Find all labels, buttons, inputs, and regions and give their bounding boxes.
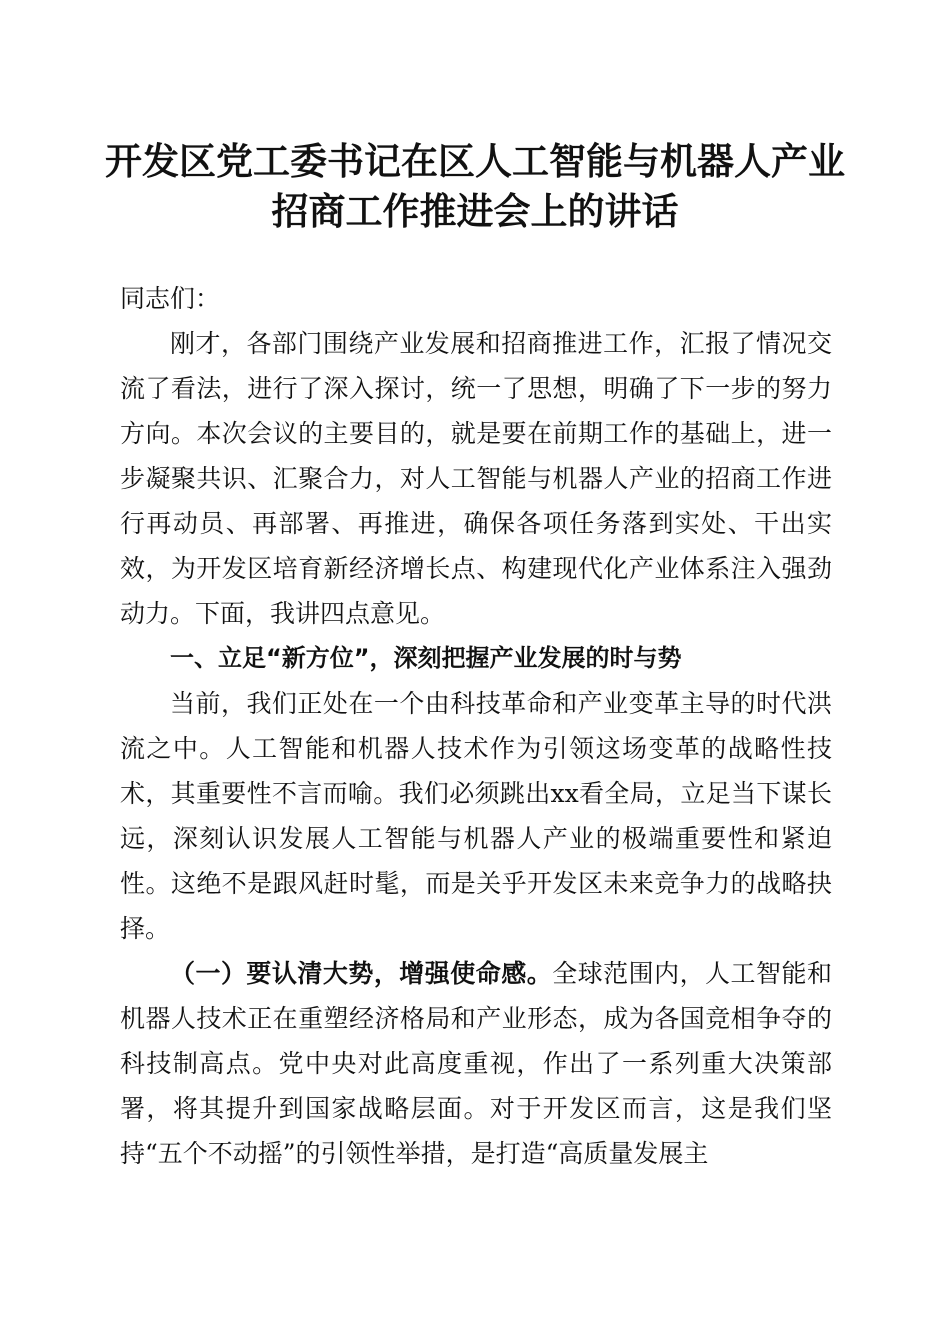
title-line-1: 开发区党工委书记在区人工智能与机器人产业 xyxy=(105,139,845,183)
intro-paragraph: 刚才，各部门围绕产业发展和招商推进工作，汇报了情况交流了看法，进行了深入探讨，统一了思想，明确了下一步的努力方向。本次会议的主要目的，就是要在前期工作的基础上，进一步凝聚共识、汇聚合力，对人工智能与机器人产业的招商工作进行再动员、再部署、再推进，确保各项任务落到实处、干出实效，为开发区培育新经济增长点、构建现代化产业体系注入强劲动力。下面，我讲四点意见。 xyxy=(120,329,832,628)
document-title xyxy=(100,136,850,236)
title-line-2: 招商工作推进会上的讲话 xyxy=(271,189,679,233)
document-body xyxy=(120,276,832,1176)
subsection-1-body: 全球范围内，人工智能和机器人技术正在重塑经济格局和产业形态，成为各国竞相争夺的科技制高点。党中央对此高度重视，作出了一系列重大决策部署，将其提升到国家战略层面。对于开发区而言，这是我们坚持“五个不动摇”的引领性举措，是打造“高质量发展主 xyxy=(120,959,832,1168)
subsection-1-lead: （一）要认清大势，增强使命感。 xyxy=(170,959,553,988)
section-1-paragraph: 当前，我们正处在一个由科技革命和产业变革主导的时代洪流之中。人工智能和机器人技术作为引领这场变革的战略性技术，其重要性不言而喻。我们必须跳出xx看全局，立足当下谋长远，深刻认识发展人工智能与机器人产业的极端重要性和紧迫性。这绝不是跟风赶时髦，而是关乎开发区未来竞争力的战略抉择。 xyxy=(120,689,832,943)
section-1-heading: 一、立足“新方位”，深刻把握产业发展的时与势 xyxy=(170,644,682,672)
salutation: 同志们： xyxy=(120,284,221,313)
subsection-1-paragraph xyxy=(120,951,832,1176)
